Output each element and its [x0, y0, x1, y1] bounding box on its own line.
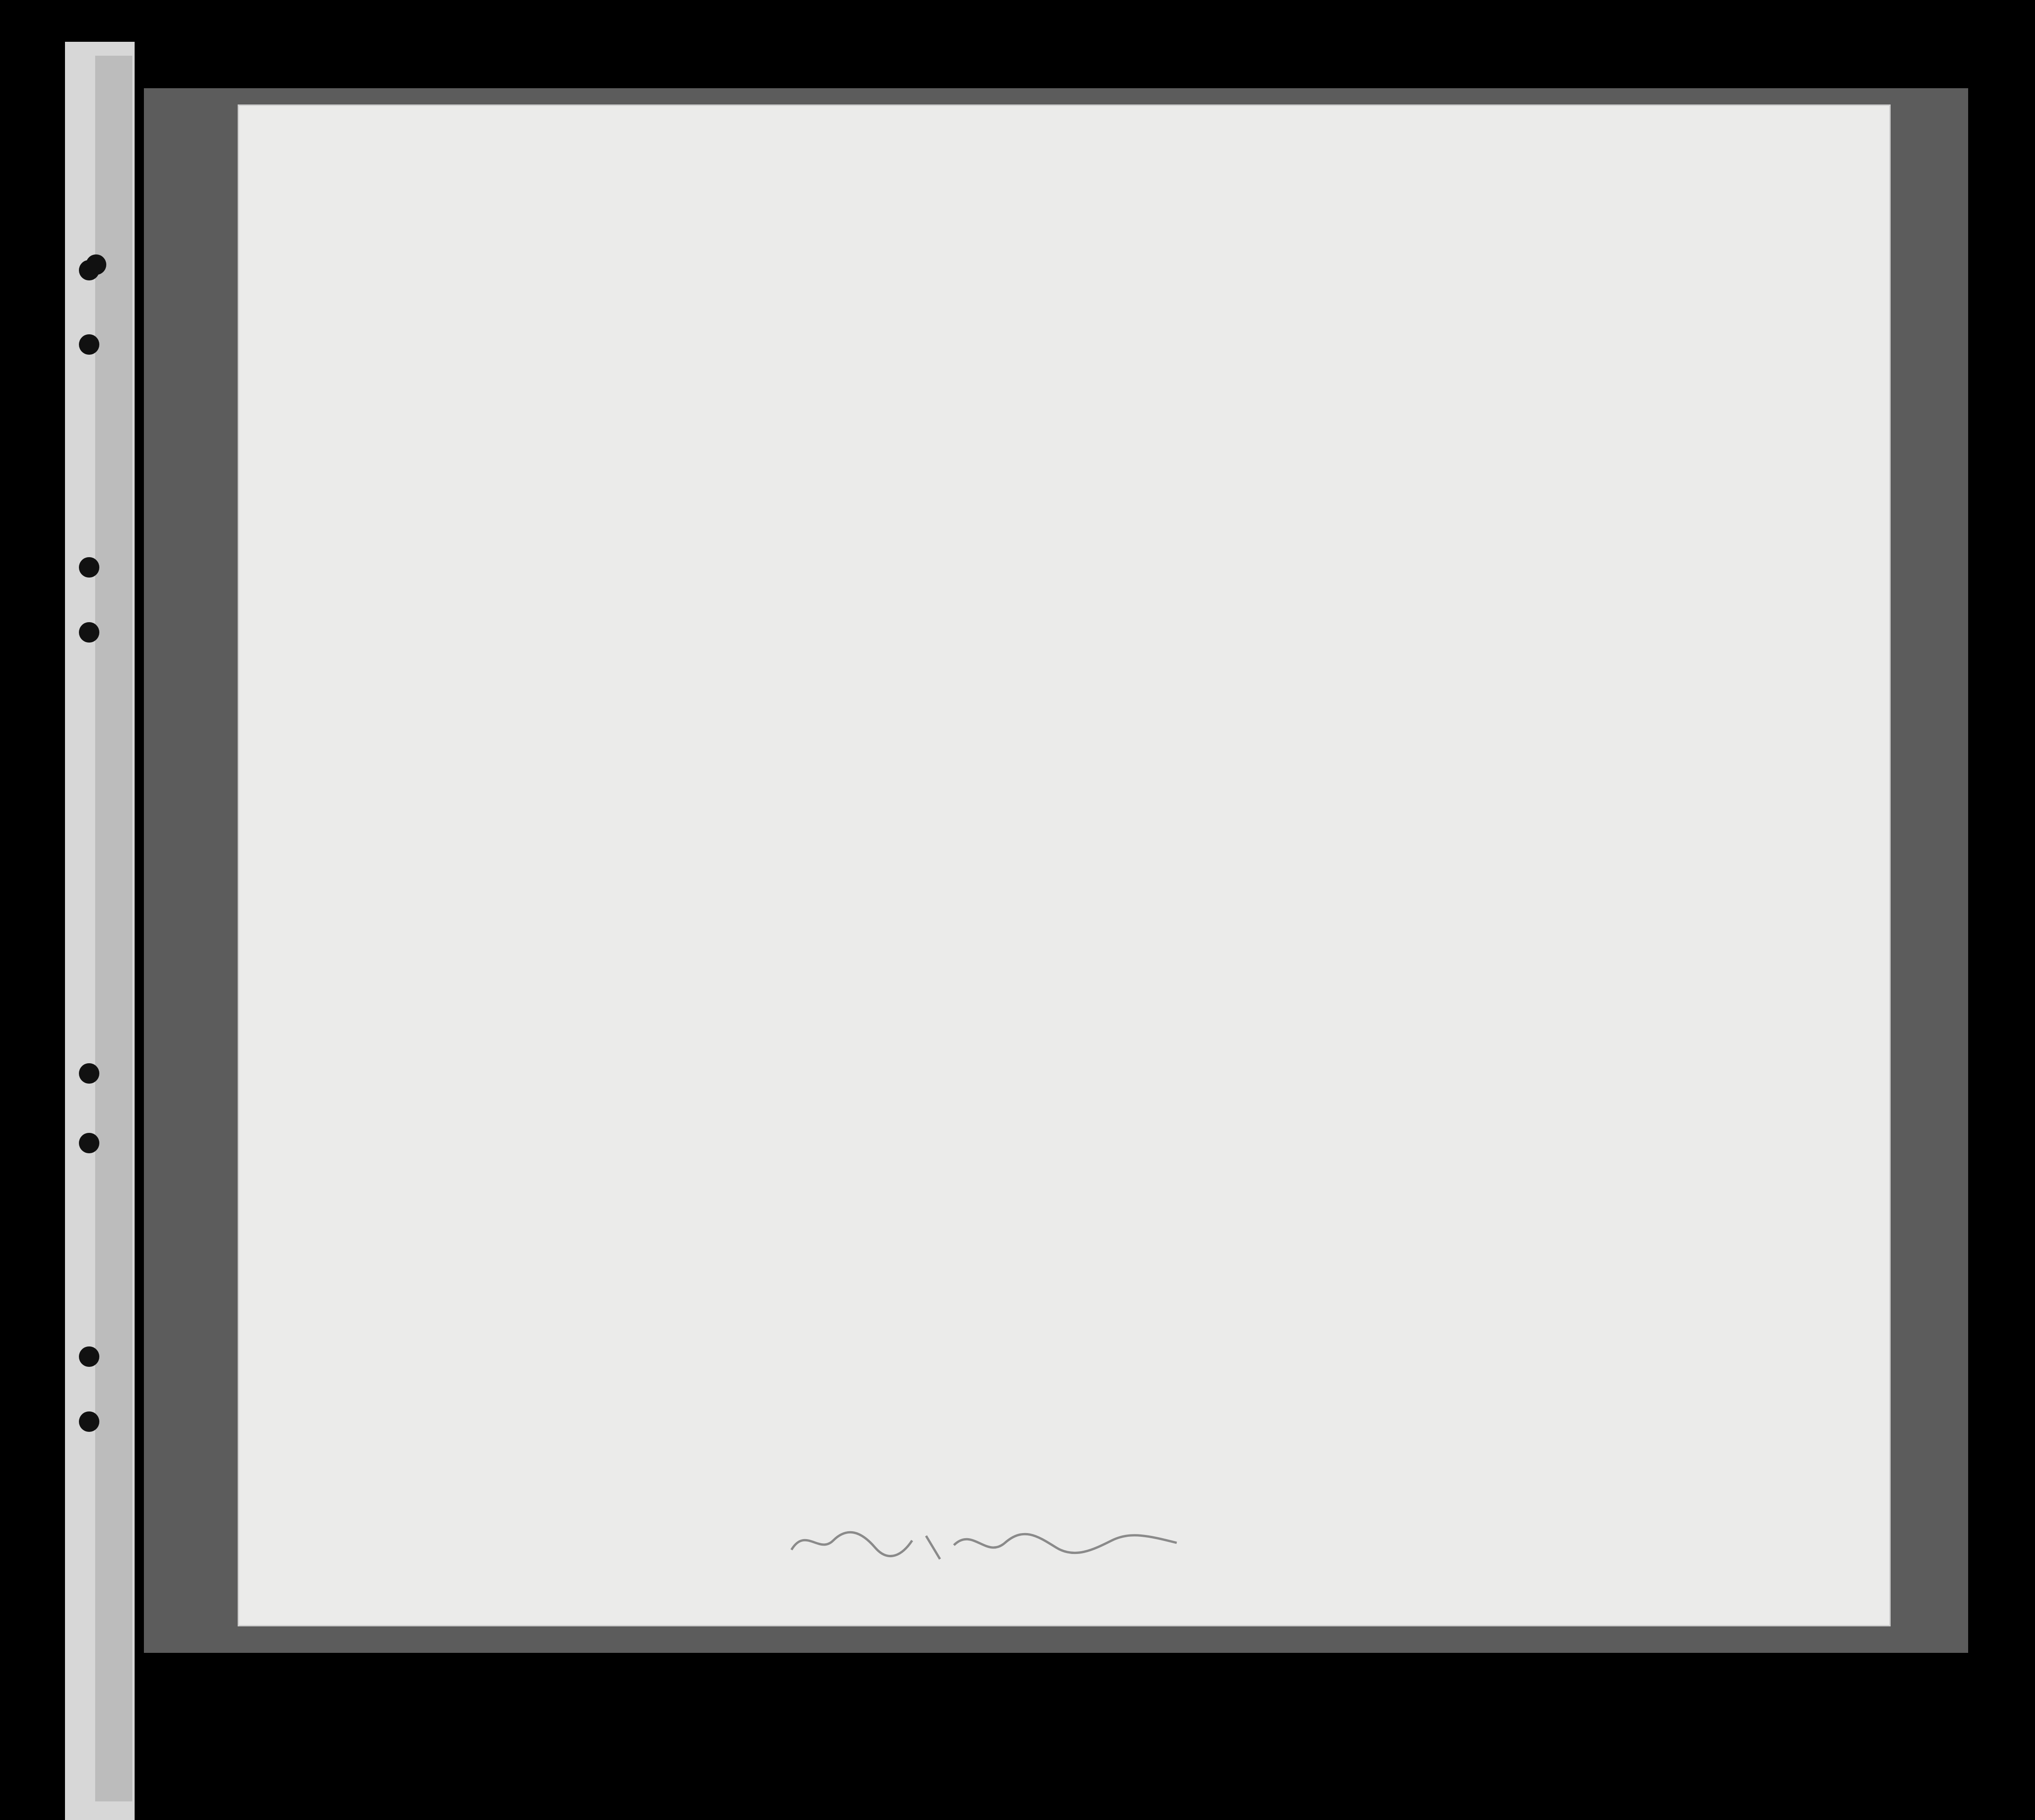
manifest-sheet: [239, 106, 1889, 1625]
manifest-table-grid: [239, 106, 1889, 1625]
purser-signature: [787, 1522, 1181, 1564]
binder-hole: [79, 1133, 99, 1153]
binder-hole: [79, 1411, 99, 1432]
page-edge-strip-inner: [95, 56, 132, 1801]
binder-hole: [79, 622, 99, 643]
binder-hole: [79, 334, 99, 355]
binder-hole: [79, 260, 99, 280]
binder-hole: [79, 1063, 99, 1084]
binder-hole: [79, 1346, 99, 1367]
binder-hole: [79, 557, 99, 578]
